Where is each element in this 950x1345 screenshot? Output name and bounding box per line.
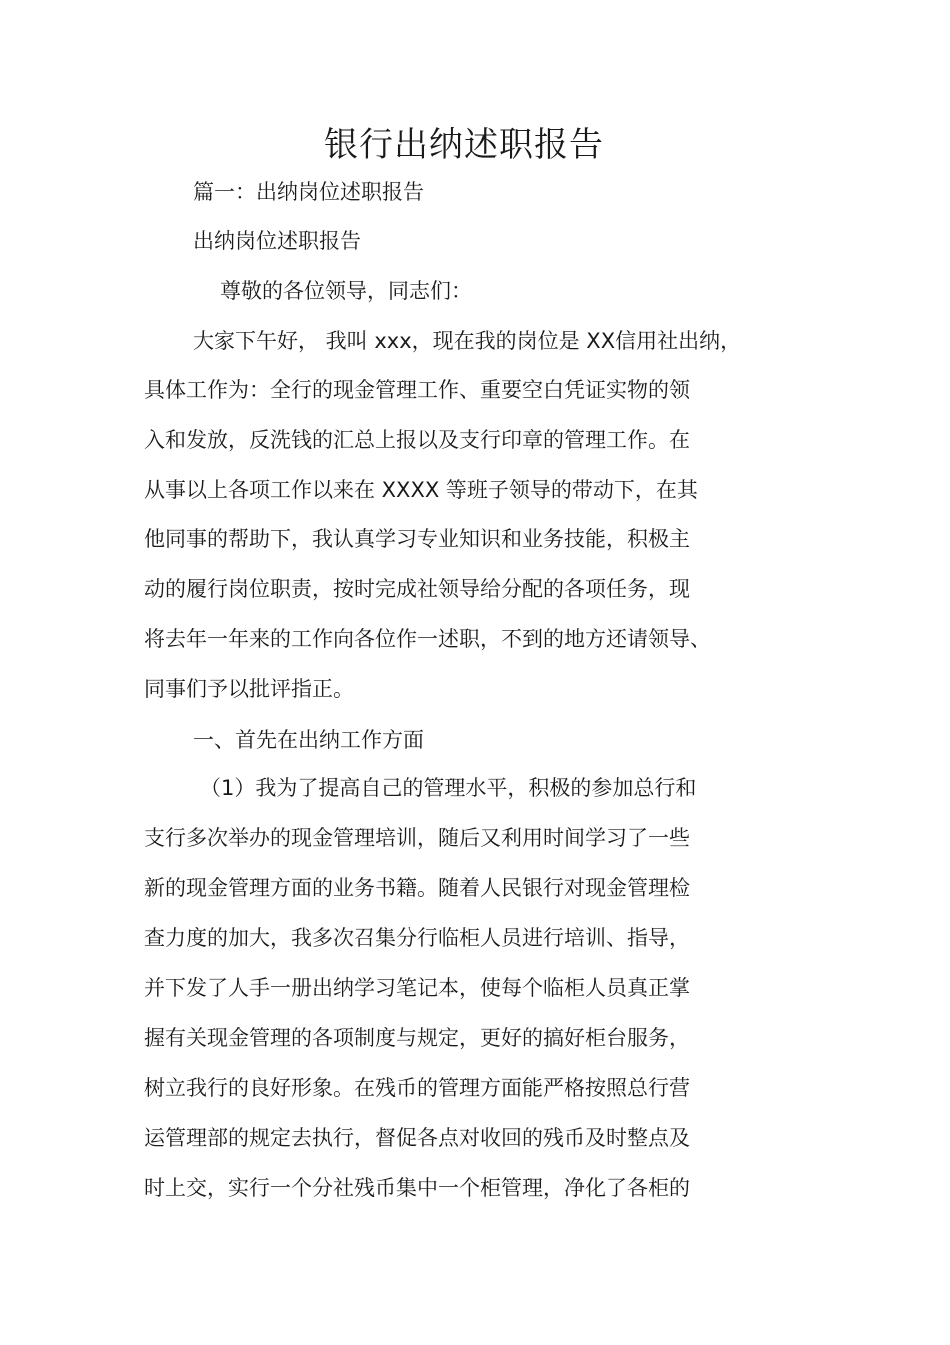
paragraph-line: 从事以上各项工作以来在 XXXX 等班子领导的带动下，在其 xyxy=(144,478,698,502)
paragraph-line: 并下发了人手一册出纳学习笔记本，使每个临柜人员真正掌 xyxy=(144,976,690,1000)
paragraph-line: 他同事的帮助下，我认真学习专业知识和业务技能，积极主 xyxy=(144,527,690,551)
paragraph-line: 时上交，实行一个分社残币集中一个柜管理，净化了各柜的 xyxy=(144,1176,690,1200)
salutation: 尊敬的各位领导，同志们： xyxy=(220,279,472,303)
paragraph-line: 入和发放，反洗钱的汇总上报以及支行印章的管理工作。在 xyxy=(144,428,690,452)
paragraph-line: 运管理部的规定去执行，督促各点对收回的残币及时整点及 xyxy=(144,1126,690,1150)
paragraph-line: 查力度的加大，我多次召集分行临柜人员进行培训、指导， xyxy=(144,926,690,950)
paragraph-line: 大家下午好， 我叫 xxx，现在我的岗位是 XX信用社出纳， xyxy=(193,329,742,353)
paragraph-line: 树立我行的良好形象。在残币的管理方面能严格按照总行营 xyxy=(144,1076,690,1100)
paragraph-line: 同事们予以批评指正。 xyxy=(144,677,354,701)
section-heading: 一、首先在出纳工作方面 xyxy=(193,728,424,752)
paragraph-line: 支行多次举办的现金管理培训，随后又利用时间学习了一些 xyxy=(144,826,690,850)
paragraph-line: 握有关现金管理的各项制度与规定，更好的搞好柜台服务， xyxy=(144,1026,690,1050)
section-heading: 篇一：出纳岗位述职报告 xyxy=(193,180,424,204)
paragraph-line: 新的现金管理方面的业务书籍。随着人民银行对现金管理检 xyxy=(144,876,690,900)
paragraph-line: （1）我为了提高自己的管理水平，积极的参加总行和 xyxy=(200,776,697,800)
paragraph-line: 具体工作为：全行的现金管理工作、重要空白凭证实物的领 xyxy=(144,378,690,402)
document-title: 银行出纳述职报告 xyxy=(324,125,604,165)
paragraph-line: 动的履行岗位职责，按时完成社领导给分配的各项任务，现 xyxy=(144,577,690,601)
paragraph-line: 将去年一年来的工作向各位作一述职，不到的地方还请领导、 xyxy=(144,627,711,651)
report-subtitle: 出纳岗位述职报告 xyxy=(193,229,361,253)
